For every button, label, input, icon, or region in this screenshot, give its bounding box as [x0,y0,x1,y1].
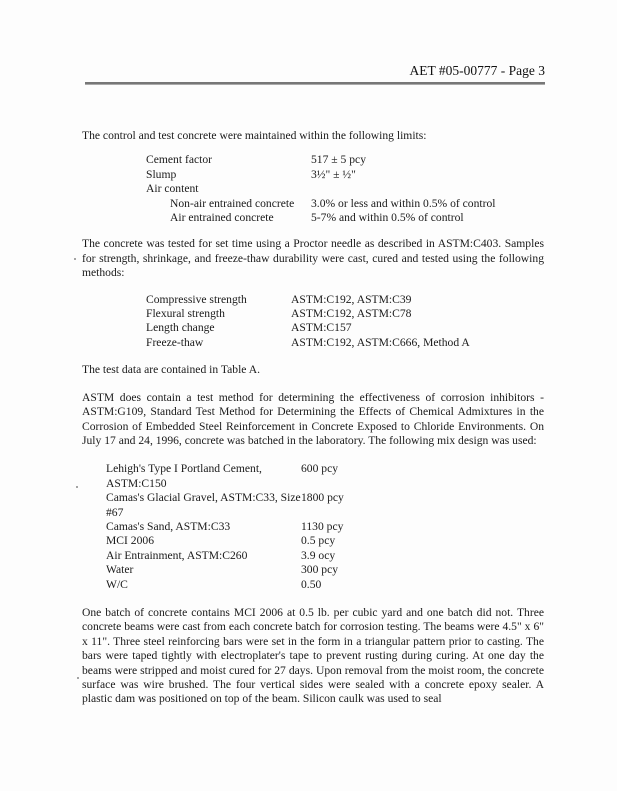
limits-value: 3½" ± ½" [311,167,356,181]
limits-label: Cement factor [146,153,212,167]
limits-table [146,153,544,225]
methods-row [146,321,544,335]
mix-label: Lehigh's Type I Portland Cement, ASTM:C150 [106,462,262,490]
mix-value: 0.50 [301,577,322,591]
limits-value: 3.0% or less and within 0.5% of control [311,196,496,210]
mix-row [106,534,544,548]
methods-label: Length change [146,321,215,335]
methods-value: ASTM:C157 [291,321,352,335]
mix-row [106,578,544,592]
limits-row [146,168,544,182]
methods-label: Flexural strength [146,307,225,321]
mix-label: Camas's Glacial Gravel, ASTM:C33, Size #67 [106,491,301,519]
mix-value: 1800 pcy [301,491,344,505]
mix-row [106,549,544,563]
limits-row [146,153,544,167]
mix-value: 300 pcy [301,563,339,577]
mix-value: 3.9 ocy [301,548,336,562]
limits-value: 517 ± 5 pcy [311,153,366,167]
methods-label: Compressive strength [146,292,247,306]
mix-value: 600 pcy [301,462,339,476]
methods-row [146,307,544,321]
limits-row [146,182,544,196]
methods-table [146,293,544,351]
mix-row [106,520,544,534]
methods-label: Freeze-thaw [146,335,204,349]
mix-value: 0.5 pcy [301,534,336,548]
mix-label: W/C [106,577,128,591]
scan-speck [77,677,79,679]
scan-speck [76,486,78,488]
mix-row [106,491,544,520]
methods-value: ASTM:C192, ASTM:C666, Method A [291,335,470,349]
limits-label: Non-air entrained concrete [170,196,295,210]
header-rule [85,82,545,85]
page-body [82,129,544,707]
mix-row [106,563,544,577]
paragraph-table-ref: The test data are contained in Table A. [82,363,260,377]
limits-label: Air content [146,182,199,196]
page-header: AET #05-00777 - Page 3 [409,63,545,78]
page-header-area [85,62,545,80]
limits-label: Air entrained concrete [170,211,274,225]
paragraph-set-time: The concrete was tested for set time using a Proctor needle as described in ASTM:C403. Samples for strength, shrinkage, and freeze-thaw durability were cast, cured and tested using the following methods: [82,237,544,280]
methods-row [146,293,544,307]
mix-label: Air Entrainment, ASTM:C260 [106,548,248,562]
mix-label: MCI 2006 [106,534,154,548]
scan-speck [74,258,76,260]
methods-value: ASTM:C192, ASTM:C39 [291,292,412,306]
mix-row [106,462,544,491]
paragraph-astm-g109: ASTM does contain a test method for determining the effectiveness of corrosion inhibitors - ASTM:G109, Standard Test Method for Determining the Effects of Chemical Admixtures in the Corrosion of Embedded Steel Reinforcement in Concrete Exposed to Chloride Environments. On July 17 and 24, 1996, concrete was batched in the laboratory. The following mix design was used: [82,390,544,447]
limits-value: 5-7% and within 0.5% of control [311,211,464,225]
limits-row [146,211,544,225]
mix-label: Water [106,563,134,577]
methods-row [146,336,544,350]
paragraph-beams: One batch of concrete contains MCI 2006 at 0.5 lb. per cubic yard and one batch did not. Three concrete beams were cast from each concrete batch for corrosion testing. The beams were 4.5" x 6" x 11". Three steel reinforcing bars were set in the form in a triangular pattern prior to casting. The bars were taped tightly with electroplater's tape to prevent rusting during curing. At one day the beams were stripped and moist cured for 27 days. Upon removal from the moist room, the concrete surface was wire brushed. The four vertical sides were sealed with a concrete epoxy sealer. A plastic dam was positioned on top of the beam. Silicon caulk was used to seal [82,605,544,706]
limits-row [146,197,544,211]
limits-label: Slump [146,167,177,181]
methods-value: ASTM:C192, ASTM:C78 [291,307,412,321]
mix-value: 1130 pcy [301,519,344,533]
paragraph-intro-limits: The control and test concrete were maintained within the following limits: [82,129,427,142]
mix-design-table [106,462,544,592]
mix-label: Camas's Sand, ASTM:C33 [106,519,231,533]
